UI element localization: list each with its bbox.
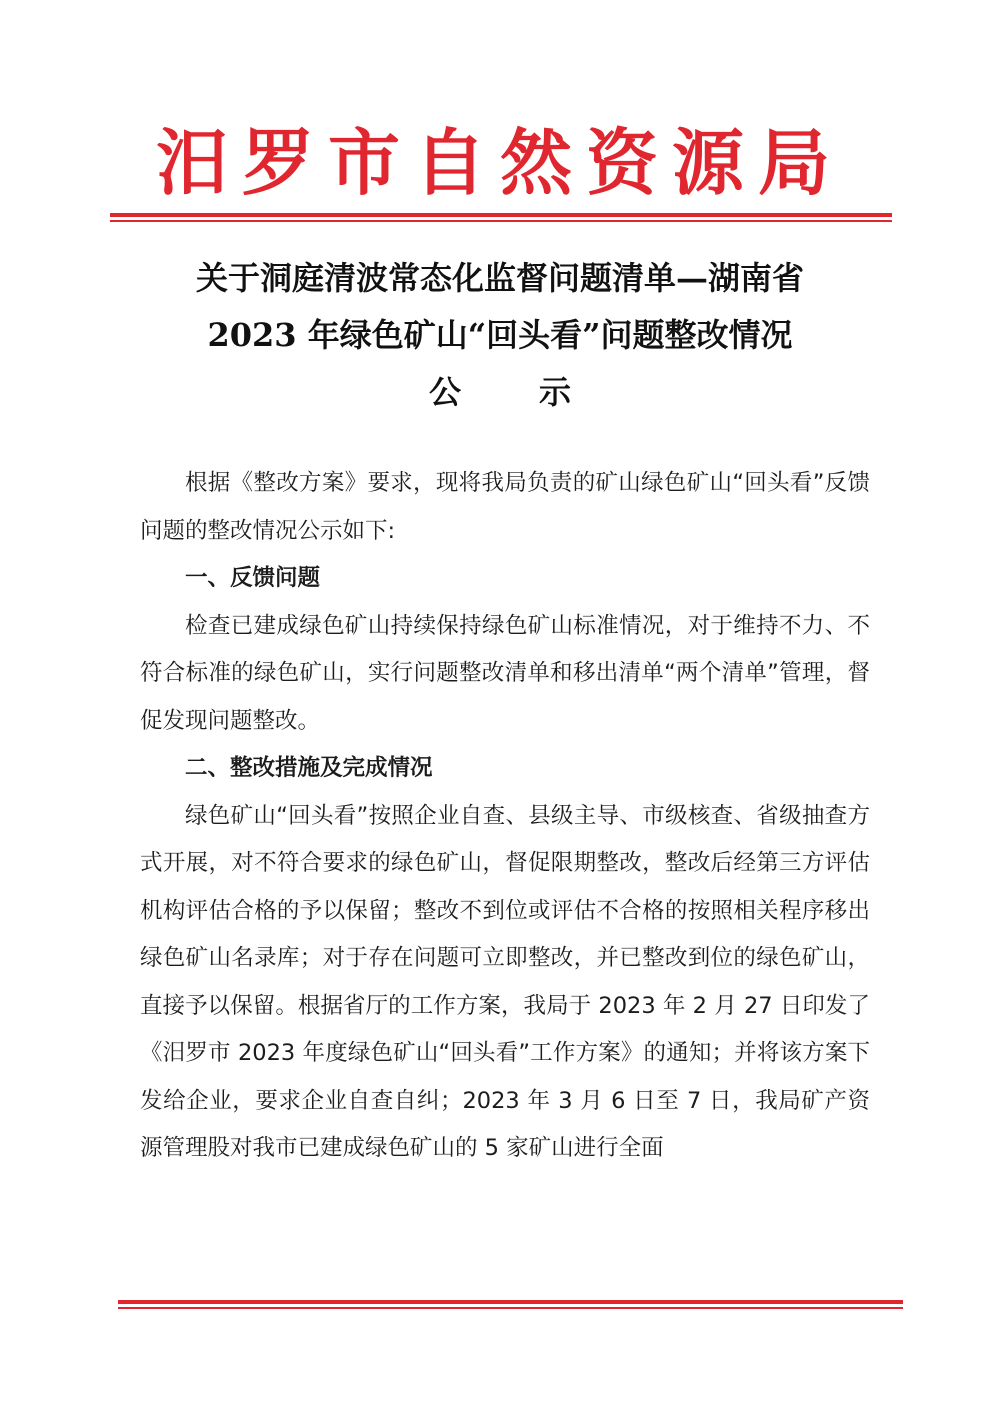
section-2-heading: 二、整改措施及完成情况 [185,755,433,781]
document-title [100,250,900,421]
document-title-line-3: 公示 [428,373,649,411]
org-header-title: 汨罗市自然资源局 [155,120,844,205]
section-1-paragraph: 检查已建成绿色矿山持续保持绿色矿山标准情况，对于维持不力、不符合标准的绿色矿山，实行问题整改清单和移出清单“两个清单”管理，督促发现问题整改。 [140,612,870,734]
section-2-paragraph: 绿色矿山“回头看”按照企业自查、县级主导、市级核查、省级抽查方式开展，对不符合要求的绿色矿山，督促限期整改，整改后经第三方评估机构评估合格的予以保留；整改不到位或评估不合格的按照相关程序移出绿色矿山名录库；对于存在问题可立即整改，并已整改到位的绿色矿山，直接予以保留。根据省厅的工作方案，我局于 2023 年 2 月 27 日印发了《汨罗市 2023 年度绿色矿山“回头看”工作方案》的通知；并将该方案下发给企业，要求企业自查自纠；2023 年 3 月 6 日至 7 日，我局矿产资源管理股对我市已建成绿色矿山的 5 家矿山进行全面 [140,802,870,1161]
section-1-heading: 一、反馈问题 [185,565,321,591]
document-body [140,460,870,1173]
header-divider [110,213,892,222]
intro-paragraph: 根据《整改方案》要求，现将我局负责的矿山绿色矿山“回头看”反馈问题的整改情况公示如下: [140,470,870,544]
footer-divider-thin-line [118,1307,903,1309]
document-title-line-1: 关于洞庭清波常态化监督问题清单—湖南省 [195,259,804,297]
footer-divider-thick-line [118,1300,903,1304]
footer-divider [118,1300,903,1309]
header-divider-thin-line [110,220,892,222]
document-title-line-2: 2023 年绿色矿山“回头看”问题整改情况 [207,316,793,354]
header-divider-thick-line [110,213,892,217]
